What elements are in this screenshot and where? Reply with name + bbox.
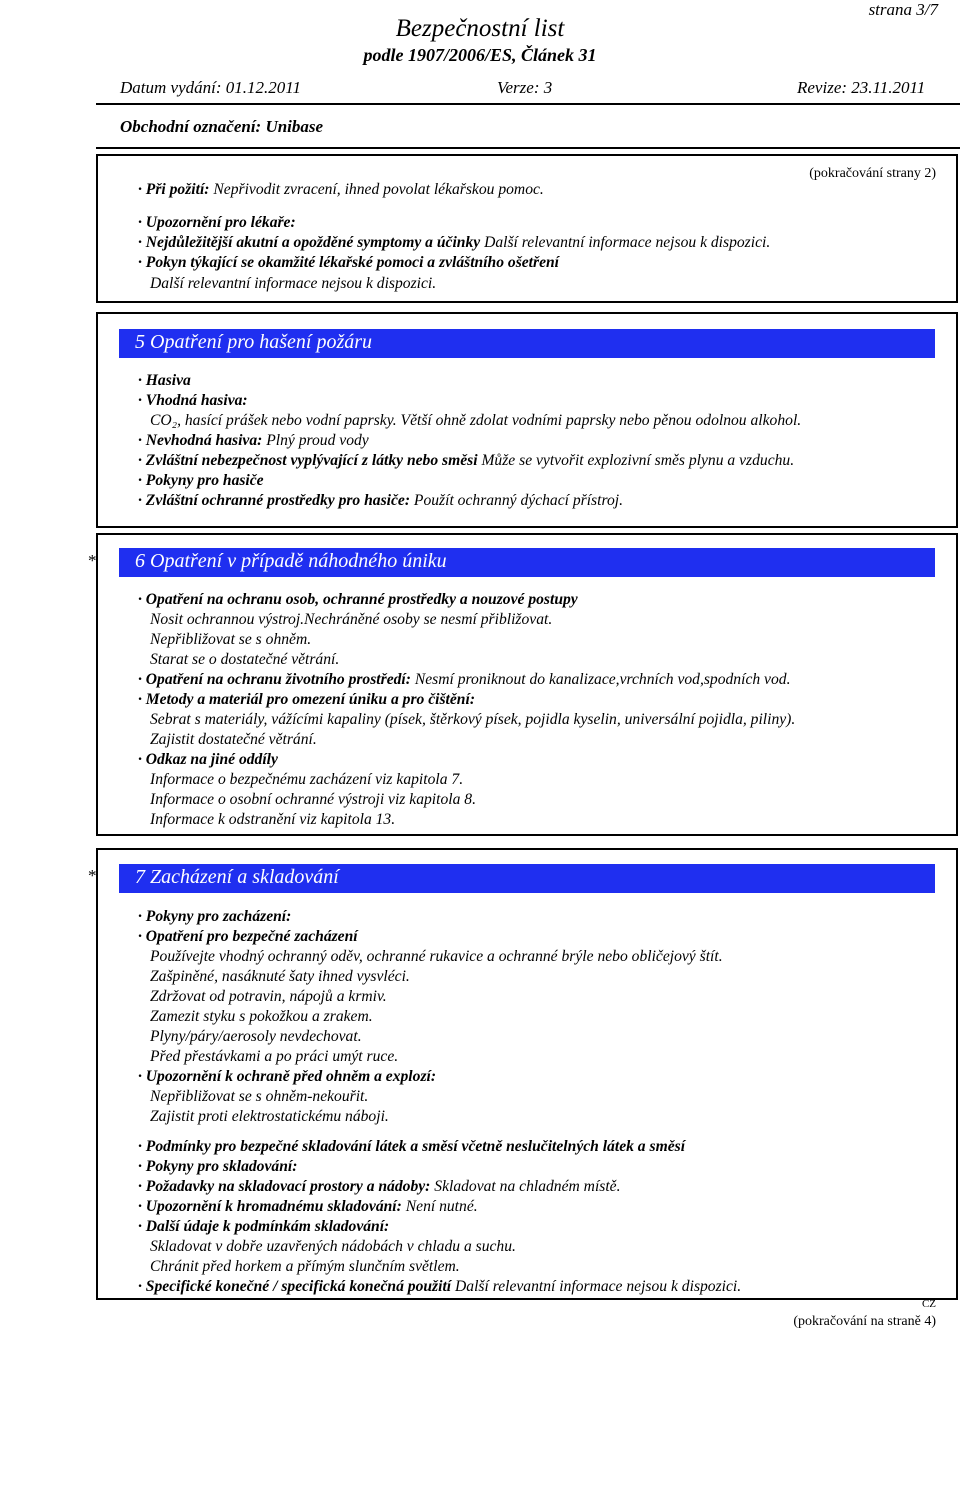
s7-line-7: Plyny/páry/aerosoly nevdechovat.: [150, 1028, 362, 1045]
s6-line-4: Starat se o dostatečné větrání.: [150, 651, 340, 668]
s6-line-7: Sebrat s materiály, vážícími kapaliny (písek, štěrkový písek, pojidla kyselin, universální pojidla, piliny).: [150, 711, 796, 728]
section-5-header: 5 Opatření pro hašení požáru: [119, 329, 935, 358]
s7-line-13: · Pokyny pro skladování:: [138, 1158, 298, 1175]
s6-line-12: Informace k odstranění viz kapitola 13.: [150, 811, 396, 828]
s7-line-10: Nepřibližovat se s ohněm-nekouřit.: [150, 1088, 369, 1105]
page-number: strana 3/7: [868, 0, 938, 19]
s7-line-9: · Upozornění k ochraně před ohněm a explozí:: [138, 1068, 437, 1085]
treatment-text: Další relevantní informace nejsou k dispozici.: [150, 275, 437, 292]
s7-line-5: Zdržovat od potravin, nápojů a krmiv.: [150, 988, 387, 1005]
continued-to-note: (pokračování na straně 4): [793, 1314, 936, 1329]
doctor-note: · Upozornění pro lékaře:: [138, 214, 296, 231]
s6-line-6: · Metody a materiál pro omezení úniku a pro čištění:: [138, 691, 476, 708]
section-6-header: 6 Opatření v případě náhodného úniku: [119, 548, 935, 577]
s7-line-12: · Podmínky pro bezpečné skladování látek a směsí včetně neslučitelných látek a směsí: [138, 1138, 686, 1155]
s7-line-18: Chránit před horkem a přímým slunčním světlem.: [150, 1258, 460, 1275]
s6-line-9: · Odkaz na jiné oddíly: [138, 751, 278, 768]
s6-line-5: · Opatření na ochranu životního prostředí: Nesmí proniknout do kanalizace,vrchních vod,spodních vod.: [138, 671, 791, 688]
issue-date: Datum vydání: 01.12.2011: [120, 78, 301, 97]
s7-line-16: · Další údaje k podmínkám skladování:: [138, 1218, 390, 1235]
s7-line-19: · Specifické konečné / specifická konečná použití Další relevantní informace nejsou k dispozici.: [138, 1278, 742, 1295]
document-title: Bezpečnostní list: [395, 15, 565, 42]
s5-line-4: · Nevhodná hasiva: Plný proud vody: [138, 432, 369, 449]
ingestion-line: · Při požití: Nepřivodit zvracení, ihned povolat lékařskou pomoc.: [138, 181, 544, 198]
s5-line-6: · Pokyny pro hasiče: [138, 472, 264, 489]
s7-line-1: · Pokyny pro zacházení:: [138, 908, 292, 925]
s7-line-14: · Požadavky na skladovací prostory a nádoby: Skladovat na chladném místě.: [138, 1178, 621, 1195]
version: Verze: 3: [497, 78, 553, 97]
s7-change-marker: *: [88, 866, 97, 885]
revision-date: Revize: 23.11.2011: [797, 78, 926, 97]
section-7-header: 7 Zacházení a skladování: [119, 864, 935, 893]
s7-line-2: · Opatření pro bezpečné zacházení: [138, 928, 358, 945]
s5-line-2: · Vhodná hasiva:: [138, 392, 248, 409]
treatment-heading: · Pokyn týkající se okamžité lékařské pomoci a zvláštního ošetření: [138, 254, 560, 271]
s6-line-3: Nepřibližovat se s ohněm.: [150, 631, 312, 648]
s6-line-8: Zajistit dostatečné větrání.: [150, 731, 317, 748]
s6-line-11: Informace o osobní ochranné výstroji viz kapitola 8.: [150, 791, 476, 808]
symptoms-line: · Nejdůležitější akutní a opožděné symptomy a účinky Další relevantní informace nejsou k dispozici.: [138, 234, 771, 251]
language-code: CZ: [921, 1298, 936, 1310]
header-divider-2: [96, 147, 960, 149]
s6-line-10: Informace o bezpečnému zacházení viz kapitola 7.: [150, 771, 464, 788]
s6-line-2: Nosit ochrannou výstroj.Nechráněné osoby se nesmí přibližovat.: [150, 611, 553, 628]
s5-line-7: · Zvláštní ochranné prostředky pro hasiče: Použít ochranný dýchací přístroj.: [138, 492, 623, 509]
s5-line-5: · Zvláštní nebezpečnost vyplývající z látky nebo směsi Může se vytvořit explozivní směs plynu a vzduchu.: [138, 452, 795, 469]
s7-line-8: Před přestávkami a po práci umýt ruce.: [150, 1048, 399, 1065]
trade-name: Obchodní označení: Unibase: [120, 117, 324, 136]
s6-line-1: · Opatření na ochranu osob, ochranné prostředky a nouzové postupy: [138, 591, 578, 608]
s6-change-marker: *: [88, 551, 97, 570]
s7-line-11: Zajistit proti elektrostatickému náboji.: [150, 1108, 389, 1125]
header-divider: [96, 103, 960, 105]
s5-line-3: CO₂, hasící prášek nebo vodní paprsky. Větší ohně zdolat vodními paprsky nebo pěnou odolnou alkohol.: [150, 412, 802, 429]
continued-from-note: (pokračování strany 2): [809, 166, 936, 181]
s7-line-3: Používejte vhodný ochranný oděv, ochranné rukavice a ochranné brýle nebo obličejový štít.: [150, 948, 723, 965]
s7-line-6: Zamezit styku s pokožkou a zrakem.: [150, 1008, 373, 1025]
s5-line-1: · Hasiva: [138, 372, 191, 389]
s7-line-15: · Upozornění k hromadnému skladování: Není nutné.: [138, 1198, 478, 1215]
s7-line-17: Skladovat v dobře uzavřených nádobách v chladu a suchu.: [150, 1238, 516, 1255]
document-subtitle: podle 1907/2006/ES, Článek 31: [363, 45, 597, 65]
s7-line-4: Zašpiněné, nasáknuté šaty ihned vysvléci.: [150, 968, 410, 985]
